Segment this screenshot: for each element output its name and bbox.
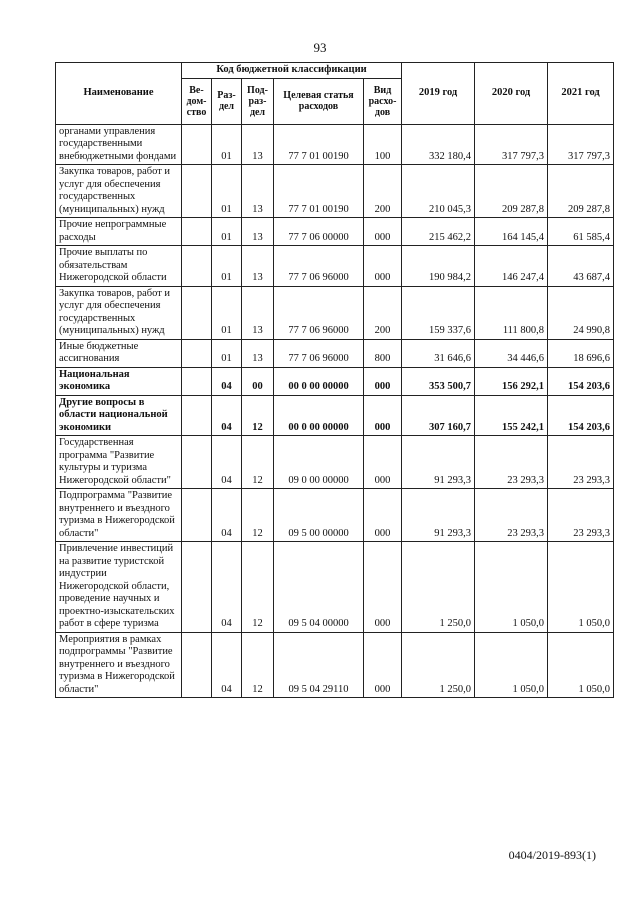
row-vid: 000 (364, 218, 402, 246)
row-vedomstvo (182, 395, 212, 436)
row-value-2020: 23 293,3 (475, 436, 548, 489)
row-value-2019: 1 250,0 (402, 542, 475, 633)
row-vedomstvo (182, 246, 212, 287)
row-vid: 200 (364, 165, 402, 218)
row-razdel: 04 (212, 367, 242, 395)
header-2021: 2021 год (548, 63, 614, 125)
row-value-2019: 31 646,6 (402, 339, 475, 367)
header-vedomstvo: Ве-дом-ство (182, 78, 212, 124)
row-name: Привлечение инвестиций на развитие туристской индустрии Нижегородской области, проведение научных и проектно-изыскательских работ в сфере туризма (56, 542, 182, 633)
table-row (56, 165, 614, 218)
table-row (56, 632, 614, 698)
row-podrazdel: 13 (242, 124, 274, 165)
row-name: Закупка товаров, работ и услуг для обеспечения государственных (муниципальных) нужд (56, 165, 182, 218)
row-value-2019: 159 337,6 (402, 286, 475, 339)
row-value-2020: 209 287,8 (475, 165, 548, 218)
row-name: Прочие непрограммные расходы (56, 218, 182, 246)
row-name: Национальная экономика (56, 367, 182, 395)
row-target: 09 5 00 00000 (274, 489, 364, 542)
row-vedomstvo (182, 165, 212, 218)
row-value-2021: 18 696,6 (548, 339, 614, 367)
row-name: Иные бюджетные ассигнования (56, 339, 182, 367)
table-body (56, 124, 614, 698)
row-value-2021: 43 687,4 (548, 246, 614, 287)
row-value-2021: 23 293,3 (548, 436, 614, 489)
row-target: 77 7 06 96000 (274, 286, 364, 339)
row-vedomstvo (182, 124, 212, 165)
row-razdel: 04 (212, 436, 242, 489)
row-value-2021: 61 585,4 (548, 218, 614, 246)
row-value-2021: 209 287,8 (548, 165, 614, 218)
row-value-2019: 1 250,0 (402, 632, 475, 698)
row-vedomstvo (182, 632, 212, 698)
row-podrazdel: 13 (242, 286, 274, 339)
row-podrazdel: 12 (242, 489, 274, 542)
row-vid: 000 (364, 395, 402, 436)
row-value-2021: 24 990,8 (548, 286, 614, 339)
row-vid: 000 (364, 436, 402, 489)
row-vedomstvo (182, 367, 212, 395)
row-value-2020: 156 292,1 (475, 367, 548, 395)
row-target: 77 7 01 00190 (274, 124, 364, 165)
row-value-2021: 23 293,3 (548, 489, 614, 542)
row-vid: 000 (364, 489, 402, 542)
budget-table (55, 62, 614, 698)
table-row (56, 367, 614, 395)
header-podrazdel: Под-раз-дел (242, 78, 274, 124)
header-target: Целевая статья расходов (274, 78, 364, 124)
row-value-2020: 23 293,3 (475, 489, 548, 542)
row-name: Государственная программа "Развитие культуры и туризма Нижегородской области" (56, 436, 182, 489)
table-row (56, 339, 614, 367)
header-2019: 2019 год (402, 63, 475, 125)
row-podrazdel: 12 (242, 395, 274, 436)
row-value-2019: 353 500,7 (402, 367, 475, 395)
row-podrazdel: 12 (242, 436, 274, 489)
row-razdel: 04 (212, 395, 242, 436)
row-value-2020: 146 247,4 (475, 246, 548, 287)
row-vedomstvo (182, 218, 212, 246)
table-row (56, 395, 614, 436)
document-code: 0404/2019-893(1) (508, 848, 596, 862)
row-name: Прочие выплаты по обязательствам Нижегородской области (56, 246, 182, 287)
row-razdel: 01 (212, 218, 242, 246)
row-value-2019: 215 462,2 (402, 218, 475, 246)
row-target: 77 7 06 96000 (274, 246, 364, 287)
row-podrazdel: 13 (242, 218, 274, 246)
row-name: Закупка товаров, работ и услуг для обеспечения государственных (муниципальных) нужд (56, 286, 182, 339)
header-razdel: Раз-дел (212, 78, 242, 124)
row-vid: 800 (364, 339, 402, 367)
row-podrazdel: 13 (242, 339, 274, 367)
row-razdel: 04 (212, 632, 242, 698)
table-row (56, 246, 614, 287)
row-target: 77 7 01 00190 (274, 165, 364, 218)
row-value-2019: 332 180,4 (402, 124, 475, 165)
row-vedomstvo (182, 436, 212, 489)
row-razdel: 01 (212, 286, 242, 339)
header-budget-code: Код бюджетной классификации (182, 63, 402, 79)
row-vedomstvo (182, 489, 212, 542)
row-value-2019: 190 984,2 (402, 246, 475, 287)
row-target: 77 7 06 00000 (274, 218, 364, 246)
row-vedomstvo (182, 339, 212, 367)
row-razdel: 01 (212, 165, 242, 218)
row-value-2020: 111 800,8 (475, 286, 548, 339)
row-value-2020: 1 050,0 (475, 632, 548, 698)
row-name: Подпрограмма "Развитие внутреннего и въездного туризма в Нижегородской области" (56, 489, 182, 542)
row-podrazdel: 13 (242, 246, 274, 287)
page-number: 93 (313, 40, 327, 55)
row-value-2020: 155 242,1 (475, 395, 548, 436)
row-vid: 000 (364, 632, 402, 698)
row-target: 00 0 00 00000 (274, 367, 364, 395)
row-name: Мероприятия в рамках подпрограммы "Развитие внутреннего и въездного туризма в Нижегородской области" (56, 632, 182, 698)
row-razdel: 04 (212, 542, 242, 633)
row-podrazdel: 12 (242, 632, 274, 698)
row-target: 77 7 06 96000 (274, 339, 364, 367)
row-target: 09 5 04 29110 (274, 632, 364, 698)
row-razdel: 01 (212, 246, 242, 287)
row-target: 09 5 04 00000 (274, 542, 364, 633)
row-podrazdel: 13 (242, 165, 274, 218)
row-vid: 000 (364, 542, 402, 633)
table-row (56, 286, 614, 339)
row-value-2021: 1 050,0 (548, 542, 614, 633)
row-razdel: 04 (212, 489, 242, 542)
row-target: 00 0 00 00000 (274, 395, 364, 436)
row-value-2019: 307 160,7 (402, 395, 475, 436)
row-podrazdel: 12 (242, 542, 274, 633)
row-value-2019: 91 293,3 (402, 436, 475, 489)
table-row (56, 542, 614, 633)
row-name: Другие вопросы в области национальной экономики (56, 395, 182, 436)
table-row (56, 436, 614, 489)
header-name: Наименование (56, 63, 182, 125)
row-value-2021: 154 203,6 (548, 367, 614, 395)
header-2020: 2020 год (475, 63, 548, 125)
table-row (56, 124, 614, 165)
row-razdel: 01 (212, 124, 242, 165)
row-value-2021: 154 203,6 (548, 395, 614, 436)
row-razdel: 01 (212, 339, 242, 367)
table-row (56, 489, 614, 542)
row-vedomstvo (182, 286, 212, 339)
row-vedomstvo (182, 542, 212, 633)
row-target: 09 0 00 00000 (274, 436, 364, 489)
header-vid: Вид расхо-дов (364, 78, 402, 124)
row-value-2019: 210 045,3 (402, 165, 475, 218)
table-row (56, 218, 614, 246)
row-name: органами управления государственными внебюджетными фондами (56, 124, 182, 165)
row-podrazdel: 00 (242, 367, 274, 395)
row-value-2019: 91 293,3 (402, 489, 475, 542)
row-value-2020: 164 145,4 (475, 218, 548, 246)
row-vid: 100 (364, 124, 402, 165)
row-value-2020: 34 446,6 (475, 339, 548, 367)
row-value-2020: 317 797,3 (475, 124, 548, 165)
row-vid: 200 (364, 286, 402, 339)
row-vid: 000 (364, 367, 402, 395)
row-value-2021: 317 797,3 (548, 124, 614, 165)
row-value-2021: 1 050,0 (548, 632, 614, 698)
row-value-2020: 1 050,0 (475, 542, 548, 633)
row-vid: 000 (364, 246, 402, 287)
